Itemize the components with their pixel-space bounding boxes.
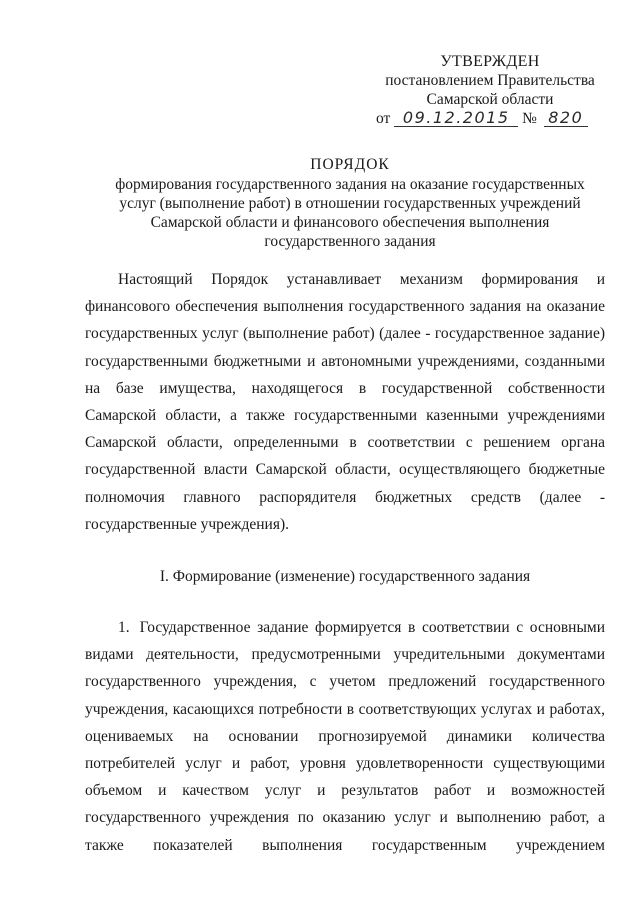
title-main: ПОРЯДОК [310, 156, 390, 173]
handwritten-date: 09.12.2015 [394, 110, 518, 127]
clause-1 [85, 614, 605, 859]
title-subtitle-line: услуг (выполнение работ) в отношении государственных учреждений [119, 195, 581, 212]
document-title [100, 155, 600, 251]
approval-title: УТВЕРЖДЕН [440, 53, 540, 70]
title-subtitle-line: государственного задания [264, 233, 436, 250]
title-subtitle-line: формирования государственного задания на оказание государственных [115, 176, 585, 193]
approval-line-2: Самарской области [426, 91, 554, 108]
clause-text: Государственное задание формируется в соответствии с основными видами деятельности, предусмотренными учредительными документами государственного учреждения, с учетом предложений государственного учреждения, касающихся потребности в соответствующих услугах и работах, оцениваемых на основании прогнозируемой динамики количества потребителей услуг и работ, уровня удовлетворенности существующими объемом и качеством услуг и результатов работ и возможностей государственного учреждения по оказанию услуг и выполнению работ, а также показателей выполнения государственным учреждением [85, 619, 605, 854]
title-subtitle-line: Самарской области и финансового обеспечения выполнения [150, 214, 550, 231]
number-prefix: № [522, 110, 537, 127]
section-heading: I. Формирование (изменение) государственного задания [159, 568, 531, 585]
approval-date-line [370, 109, 610, 128]
handwritten-number: 820 [544, 110, 588, 127]
intro-paragraph: Настоящий Порядок устанавливает механизм формирования и финансового обеспечения выполнения государственного задания на оказание государственных услуг (выполнение работ) (далее - государственное задание) государственными бюджетными и автономными учреждениями, созданными на базе имущества, находящегося в государственной собственности Самарской области, а также государственными казенными учреждениями Самарской области, определенными в соответствии с решением органа государственной власти Самарской области, осуществляющего бюджетные полномочия главного распорядителя бюджетных средств (далее - государственные учреждения). [85, 271, 605, 533]
date-prefix: от [376, 110, 391, 127]
approval-line-1: постановлением Правительства [385, 72, 595, 89]
clause-number: 1. [118, 619, 130, 636]
approval-stamp [370, 52, 610, 128]
